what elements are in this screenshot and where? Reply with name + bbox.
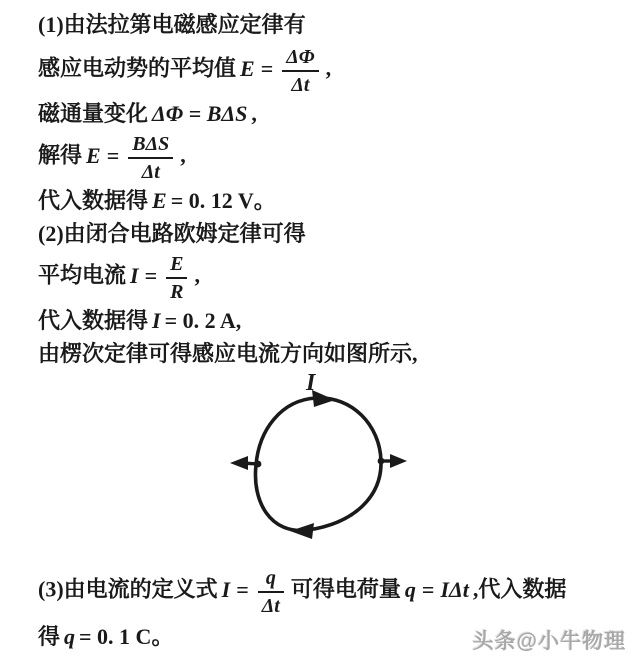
current-loop bbox=[255, 398, 381, 531]
fraction-bds-dt bbox=[124, 132, 177, 183]
fraction-numerator: BΔS bbox=[128, 132, 173, 159]
line7-text: 平均电流 bbox=[38, 262, 127, 288]
result-I-value: = 0. 2 A, bbox=[164, 308, 242, 333]
line5-text: 代入数据得 bbox=[38, 188, 149, 213]
fraction-denominator: Δt bbox=[291, 74, 310, 96]
var-q: q bbox=[64, 624, 76, 649]
solution-line-6 bbox=[0, 219, 640, 249]
equation-flux: ΔΦ = BΔS bbox=[152, 101, 248, 126]
line4-text: 解得 bbox=[38, 142, 83, 168]
var-E: E bbox=[240, 55, 255, 81]
fraction-denominator: Δt bbox=[141, 161, 160, 183]
fraction-dphi-dt bbox=[278, 45, 322, 96]
fraction-numerator: E bbox=[166, 252, 187, 279]
watermark: 头条@小牛物理 bbox=[472, 630, 626, 653]
equals-sign: = bbox=[260, 55, 274, 81]
fraction-q-dt bbox=[254, 566, 288, 617]
solution-line-7 bbox=[0, 252, 640, 303]
comma: , bbox=[251, 101, 257, 126]
fraction-denominator: R bbox=[170, 281, 184, 303]
current-direction-diagram bbox=[0, 373, 640, 563]
fraction-denominator: Δt bbox=[261, 595, 280, 617]
solution-line-5 bbox=[0, 186, 640, 216]
var-I: I bbox=[221, 576, 231, 602]
force-arrow-right-icon bbox=[390, 454, 407, 468]
line8-text: 代入数据得 bbox=[38, 308, 149, 333]
line11-text: 得 bbox=[38, 624, 61, 649]
solution-line-2 bbox=[0, 45, 640, 96]
solution-line-10 bbox=[0, 566, 640, 617]
var-E: E bbox=[152, 188, 167, 213]
expr-I-dt: IΔt bbox=[440, 576, 469, 602]
comma: , bbox=[194, 262, 200, 288]
equals-sign: = bbox=[144, 262, 158, 288]
equals-sign: = bbox=[421, 576, 435, 602]
var-I: I bbox=[130, 262, 139, 288]
fraction-numerator: ΔΦ bbox=[282, 45, 318, 72]
equals-sign: = bbox=[236, 576, 249, 602]
var-I: I bbox=[152, 308, 161, 333]
solution-line-8 bbox=[0, 306, 640, 336]
line2-text: 感应电动势的平均值 bbox=[38, 55, 237, 81]
solution-line-1 bbox=[0, 10, 640, 40]
var-E: E bbox=[86, 142, 101, 168]
fraction-E-R bbox=[162, 252, 191, 303]
line10-mid-text: 可得电荷量 bbox=[290, 576, 401, 602]
line3-text: 磁通量变化 bbox=[38, 101, 149, 126]
current-arrow-top-icon bbox=[312, 390, 335, 407]
solution-line-9 bbox=[0, 339, 640, 369]
comma: , bbox=[325, 55, 332, 81]
result-E-value: = 0. 12 V。 bbox=[170, 188, 276, 213]
current-label: I bbox=[306, 373, 316, 396]
current-arrow-bottom-icon bbox=[290, 523, 314, 539]
fraction-numerator: q bbox=[258, 566, 284, 593]
comma: , bbox=[180, 142, 186, 168]
force-arrow-left-icon bbox=[230, 456, 248, 470]
equals-sign: = bbox=[106, 142, 120, 168]
solution-line-3 bbox=[0, 99, 640, 129]
result-q-value: = 0. 1 C。 bbox=[79, 624, 174, 649]
step3-heading: (3)由电流的定义式 bbox=[38, 576, 218, 602]
var-q: q bbox=[404, 576, 416, 602]
step1-heading: (1)由法拉第电磁感应定律有 bbox=[38, 12, 306, 37]
solution-line-4 bbox=[0, 132, 640, 183]
lenz-law-text: 由楞次定律可得感应电流方向如图所示, bbox=[38, 341, 418, 366]
line10-end-text: ,代入数据 bbox=[472, 576, 567, 602]
step2-heading: (2)由闭合电路欧姆定律可得 bbox=[38, 221, 306, 246]
